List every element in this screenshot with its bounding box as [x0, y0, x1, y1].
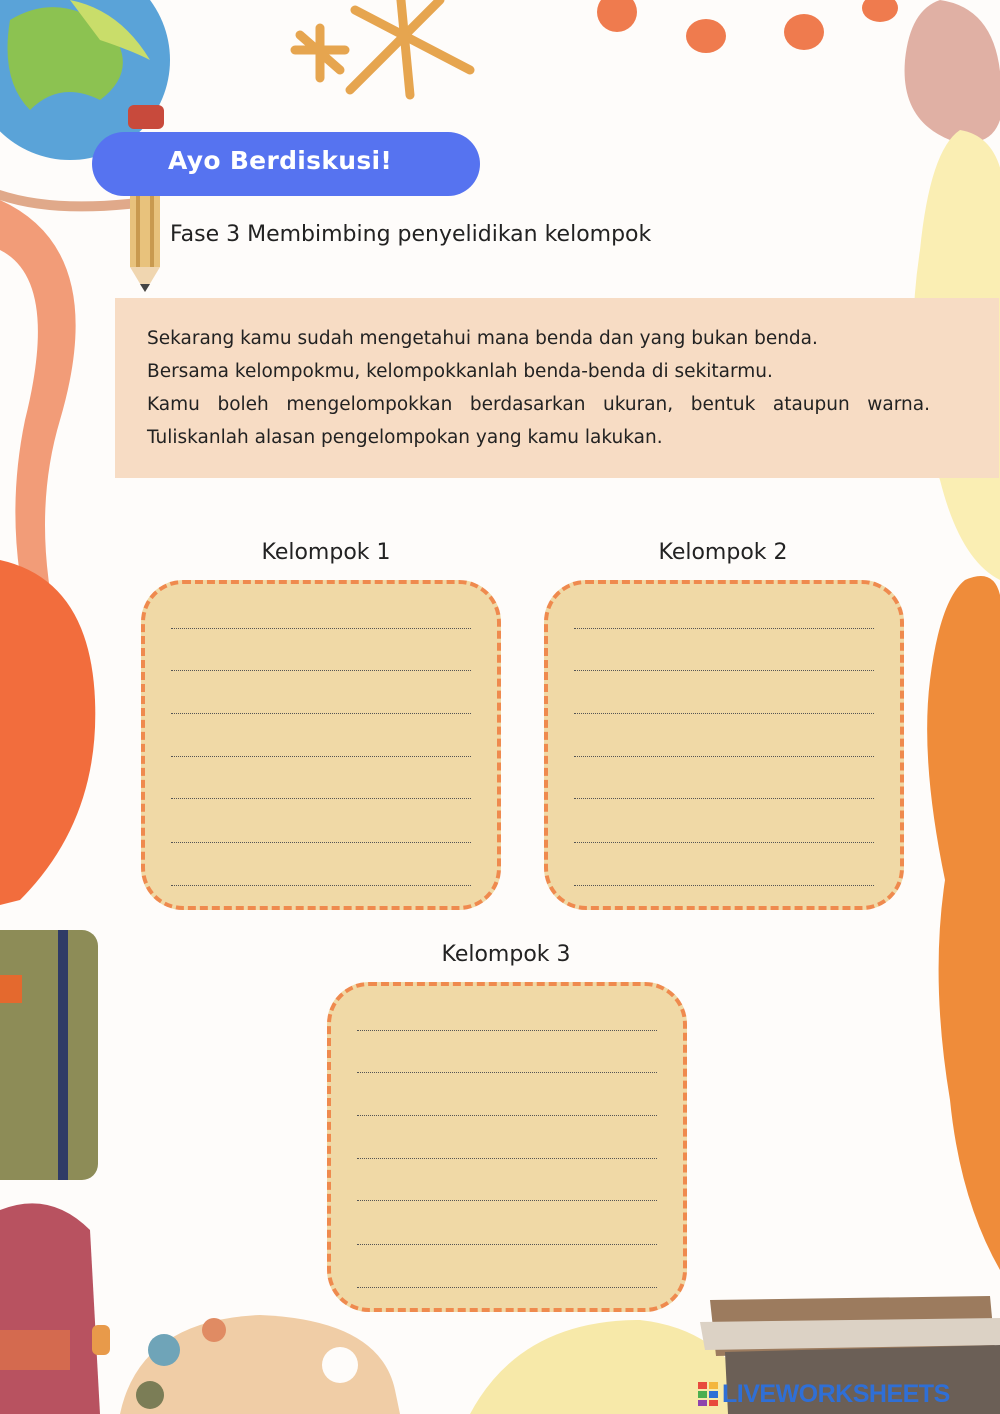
answer-line: [171, 756, 471, 757]
title-banner: [92, 132, 480, 196]
banner-title: Ayo Berdiskusi!: [168, 146, 393, 175]
answer-line: [574, 628, 874, 629]
answer-line: [171, 842, 471, 843]
notebook-illustration: [0, 930, 98, 1180]
answer-line: [171, 670, 471, 671]
answer-line: [357, 1030, 657, 1031]
group-2-title: Kelompok 2: [658, 540, 788, 565]
answer-line: [574, 885, 874, 886]
dot-decoration: [597, 0, 898, 53]
pencil-illustration: [130, 195, 160, 292]
group-3-answer-box[interactable]: [327, 982, 687, 1312]
watermark-label: LIVEWORKSHEETS: [722, 1380, 950, 1408]
answer-line: [574, 756, 874, 757]
answer-line: [171, 885, 471, 886]
palette-illustration: [120, 1315, 400, 1414]
group-1-answer-box[interactable]: [141, 580, 501, 910]
answer-line: [171, 628, 471, 629]
answer-line: [574, 670, 874, 671]
answer-line: [171, 798, 471, 799]
instruction-line: Sekarang kamu sudah mengetahui mana benda dan yang bukan benda.: [147, 328, 818, 349]
instruction-panel: [115, 298, 999, 478]
group-1-title: Kelompok 1: [261, 540, 391, 565]
phase-label: Fase 3 Membimbing penyelidikan kelompok: [170, 222, 652, 247]
right-orange-blob: [927, 576, 1000, 1270]
star-decoration: [295, 0, 470, 95]
instruction-text: [147, 322, 930, 454]
answer-line: [357, 1158, 657, 1159]
answer-line: [574, 713, 874, 714]
answer-line: [357, 1200, 657, 1201]
left-orange-blob: [0, 560, 95, 905]
answer-line: [357, 1244, 657, 1245]
answer-line: [171, 713, 471, 714]
answer-line: [574, 798, 874, 799]
watermark-text: [698, 1380, 950, 1409]
answer-line: [357, 1072, 657, 1073]
instruction-line: Bersama kelompokmu, kelompokkanlah benda-benda di sekitarmu.: [147, 361, 773, 382]
right-pink-blob: [905, 0, 1000, 143]
group-3-title: Kelompok 3: [441, 942, 571, 967]
answer-line: [357, 1287, 657, 1288]
instruction-line: Kamu boleh mengelompokkan berdasarkan ukuran, bentuk ataupun warna. Tuliskanlah alasan pengelompokan yang kamu lakukan.: [147, 394, 930, 448]
backpack-illustration: [0, 1203, 110, 1414]
group-2-answer-box[interactable]: [544, 580, 904, 910]
answer-line: [574, 842, 874, 843]
answer-line: [357, 1115, 657, 1116]
